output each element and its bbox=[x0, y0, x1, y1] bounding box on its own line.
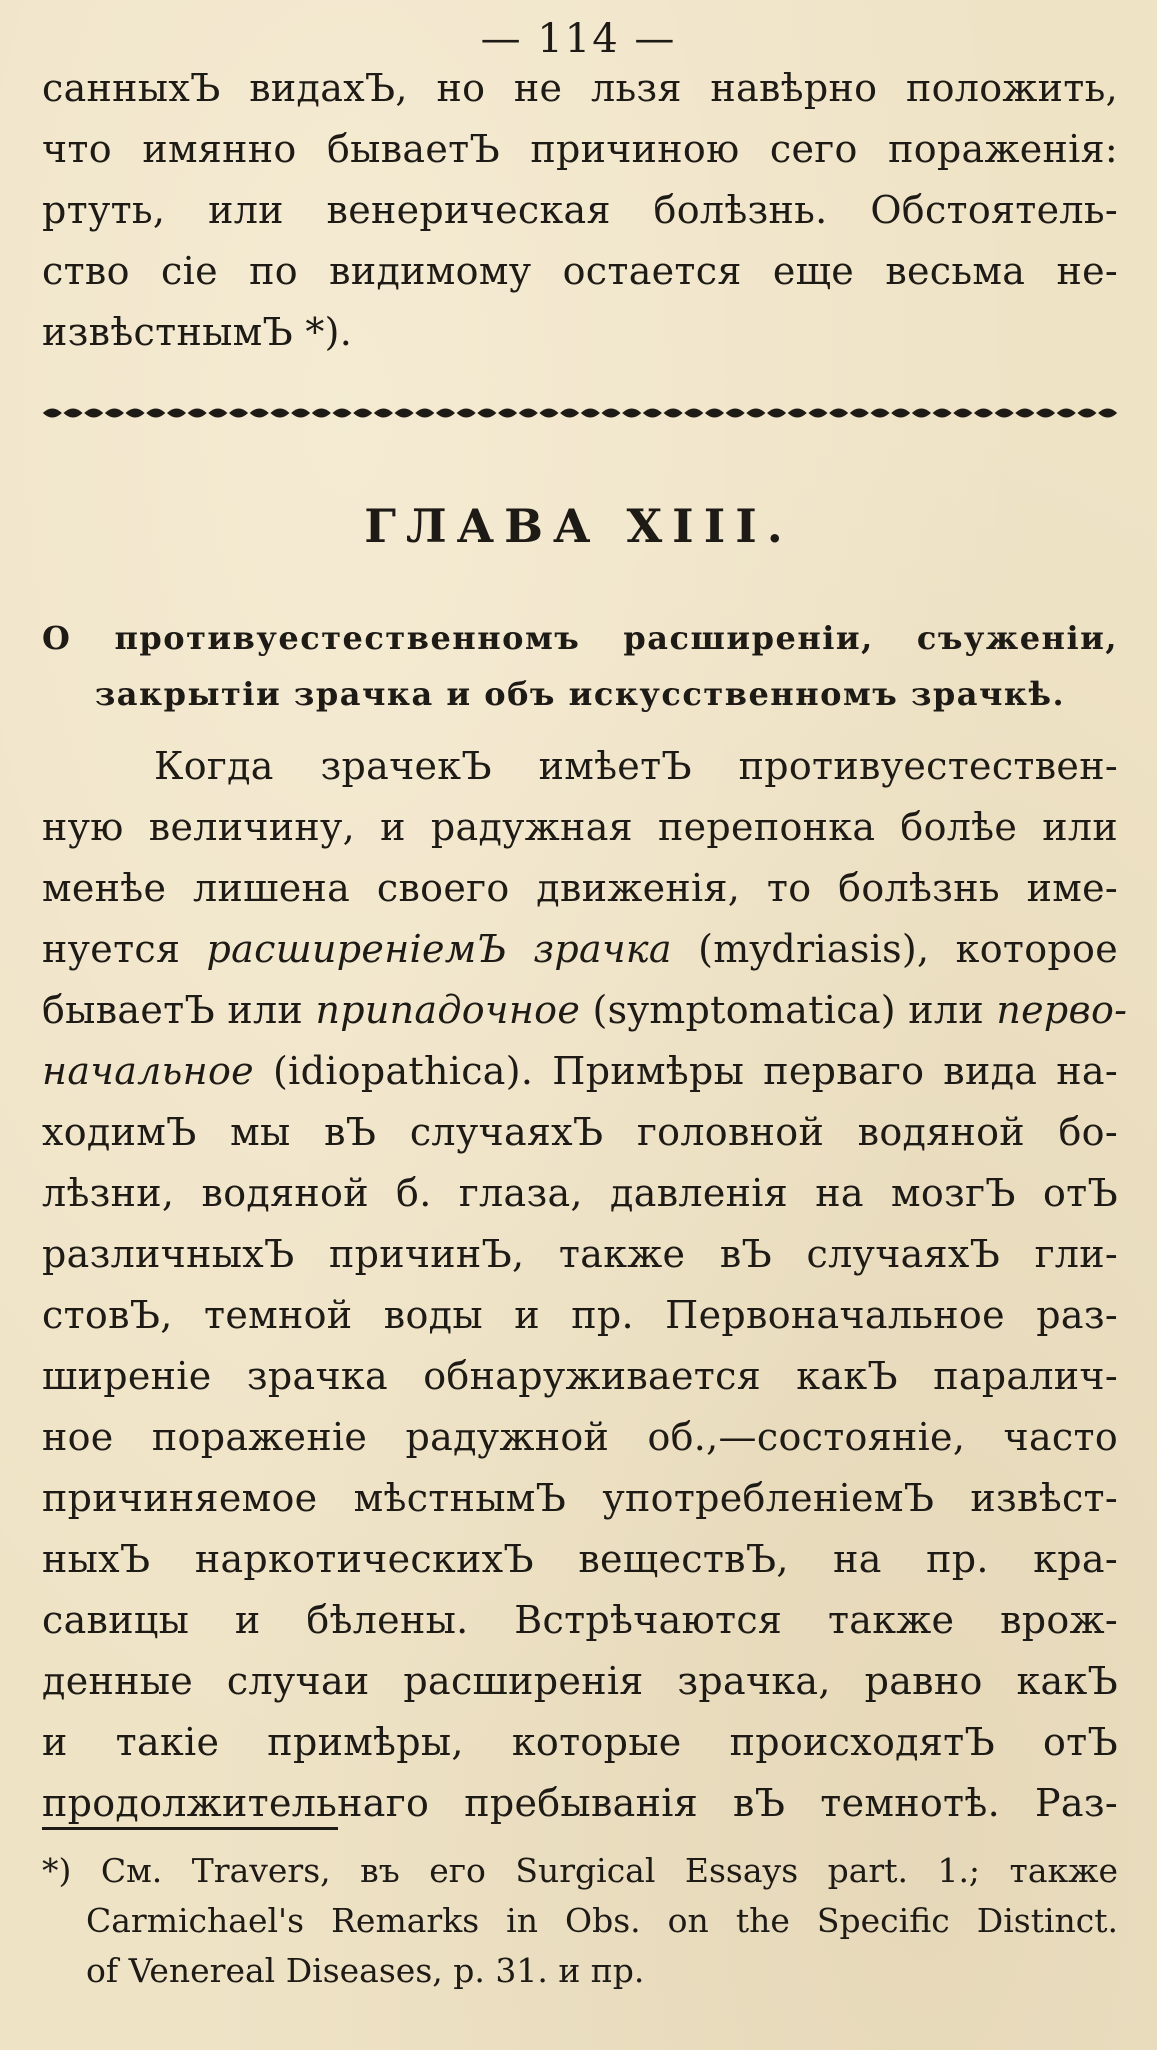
text-line: и такіе примѣры, которые происходятЪ отЪ bbox=[42, 1720, 1118, 1764]
text-line: причиняемое мѣстнымЪ употребленіемЪ извѣст- bbox=[42, 1476, 1118, 1520]
italic-term: начальное bbox=[42, 1049, 254, 1093]
text-line: савицы и бѣлены. Встрѣчаются также врож- bbox=[42, 1598, 1118, 1642]
chapter-subtitle-line: О противуестественномъ расширеніи, съуженіи, bbox=[42, 619, 1118, 657]
ornament-leaf bbox=[415, 409, 434, 418]
ornament-leaf bbox=[208, 409, 227, 418]
footnote-line: *) См. Travers, въ его Surgical Essays part. 1.; также bbox=[42, 1851, 1118, 1890]
text-line: продолжительнаго пребыванія вЪ темнотѣ. Раз- bbox=[42, 1781, 1118, 1825]
text-line: ство сіе по видимому остается еще весьма не- bbox=[42, 249, 1118, 293]
text-span: (mydriasis), которое bbox=[698, 927, 1118, 971]
italic-term: припадочное bbox=[315, 988, 581, 1032]
ornament-leaf bbox=[539, 409, 558, 418]
ornament-leaf bbox=[829, 409, 848, 418]
text-span: нуется bbox=[42, 927, 181, 971]
ornament-leaf bbox=[477, 409, 496, 418]
ornament-leaf bbox=[312, 409, 331, 418]
chapter-paragraph bbox=[42, 736, 1128, 1834]
ornament-leaf bbox=[188, 409, 207, 418]
ornament-leaf bbox=[788, 409, 807, 418]
footnote-line: of Venereal Diseases, p. 31. и пр. bbox=[86, 1951, 645, 1990]
ornament-leaf bbox=[229, 409, 248, 418]
ornament-leaf bbox=[684, 409, 703, 418]
text-span: (idiopathica). Примѣры перваго вида на- bbox=[272, 1049, 1118, 1093]
ornament-leaf bbox=[333, 409, 352, 418]
text-line: ное пораженіе радужной об.,—состояніе, часто bbox=[42, 1415, 1118, 1459]
ornament-leaf bbox=[850, 409, 869, 418]
text-line: извѣстнымЪ *). bbox=[42, 310, 353, 354]
footnote bbox=[42, 1846, 1118, 1996]
ornament-leaf bbox=[353, 409, 372, 418]
ornament-leaf bbox=[395, 409, 414, 418]
ornament-leaf bbox=[643, 409, 662, 418]
text-line bbox=[42, 1041, 1118, 1102]
ornament-leaf bbox=[1098, 409, 1117, 418]
italic-term: расширеніемЪ зрачка bbox=[206, 927, 672, 971]
ornament-leaf bbox=[871, 409, 890, 418]
ornament-leaf bbox=[43, 409, 62, 418]
text-line: санныхЪ видахЪ, но не льзя навѣрно положить, bbox=[42, 66, 1118, 110]
ornament-leaf bbox=[1057, 409, 1076, 418]
ornament-leaf bbox=[1077, 409, 1096, 418]
text-line: различныхЪ причинЪ, также вЪ случаяхЪ гли- bbox=[42, 1232, 1118, 1276]
ornament-leaf bbox=[167, 409, 186, 418]
text-line: ширеніе зрачка обнаруживается какЪ паралич- bbox=[42, 1354, 1118, 1398]
ornament-leaf bbox=[146, 409, 165, 418]
ornament-leaf bbox=[912, 409, 931, 418]
ornament-leaf bbox=[105, 409, 124, 418]
ornament-leaf bbox=[436, 409, 455, 418]
ornament-leaf bbox=[664, 409, 683, 418]
ornament-leaf bbox=[726, 409, 745, 418]
ornament-leaf bbox=[1036, 409, 1055, 418]
ornament-leaf bbox=[705, 409, 724, 418]
ornament-leaf bbox=[622, 409, 641, 418]
ornament-leaf bbox=[126, 409, 145, 418]
ornament-leaf bbox=[64, 409, 83, 418]
ornament-leaf bbox=[995, 409, 1014, 418]
continuation-text bbox=[42, 58, 1118, 363]
ornament-leaf bbox=[1015, 409, 1034, 418]
ornament-leaf bbox=[519, 409, 538, 418]
ornament-leaf bbox=[581, 409, 600, 418]
text-line: ртуть, или венерическая болѣзнь. Обстоятель- bbox=[42, 188, 1118, 232]
ornament-leaf bbox=[498, 409, 517, 418]
footnote-line: Carmichael's Remarks in Obs. on the Specific Distinct. bbox=[86, 1901, 1118, 1940]
ornament-leaf bbox=[953, 409, 972, 418]
text-line: ныхЪ наркотическихЪ веществЪ, на пр. кра- bbox=[42, 1537, 1118, 1581]
ornament-leaf bbox=[933, 409, 952, 418]
text-line: что имянно бываетЪ причиною сего пораженія: bbox=[42, 127, 1118, 171]
ornament-leaf bbox=[291, 409, 310, 418]
text-line: денные случаи расширенія зрачка, равно какЪ bbox=[42, 1659, 1118, 1703]
ornamental-divider bbox=[42, 396, 1118, 430]
ornament-leaf bbox=[602, 409, 621, 418]
text-span: (symptomatica) или bbox=[592, 988, 984, 1032]
chapter-subtitle-line: закрытіи зрачка и объ искусственномъ зрачкѣ. bbox=[94, 675, 1066, 713]
text-span: бываетЪ или bbox=[42, 988, 304, 1032]
italic-term: перво- bbox=[996, 988, 1128, 1032]
ornament-leaf bbox=[374, 409, 393, 418]
ornament-leaf bbox=[808, 409, 827, 418]
footnote-divider bbox=[42, 1827, 338, 1830]
text-line: ходимЪ мы вЪ случаяхЪ головной водяной бо- bbox=[42, 1110, 1118, 1154]
ornament-leaf bbox=[84, 409, 103, 418]
text-line: лѣзни, водяной б. глаза, давленія на мозгЪ отЪ bbox=[42, 1171, 1118, 1215]
text-line: стовЪ, темной воды и пр. Первоначальное раз- bbox=[42, 1293, 1118, 1337]
ornament-leaf bbox=[767, 409, 786, 418]
text-line: Когда зрачекЪ имѣетЪ противуестествен- bbox=[154, 744, 1118, 788]
text-line: ную величину, и радужная перепонка болѣе или bbox=[42, 805, 1118, 849]
ornament-leaf bbox=[250, 409, 269, 418]
text-line: менѣе лишена своего движенія, то болѣзнь име- bbox=[42, 866, 1118, 910]
page-number: — 114 — bbox=[480, 16, 677, 62]
ornament-leaf bbox=[746, 409, 765, 418]
ornament-leaf bbox=[560, 409, 579, 418]
chapter-title: ГЛАВА XIII. bbox=[364, 499, 793, 553]
ornament-leaf bbox=[270, 409, 289, 418]
text-line bbox=[42, 919, 1118, 980]
ornament-leaf bbox=[891, 409, 910, 418]
text-line bbox=[42, 980, 1128, 1041]
ornament-leaf bbox=[457, 409, 476, 418]
ornament-leaf bbox=[974, 409, 993, 418]
